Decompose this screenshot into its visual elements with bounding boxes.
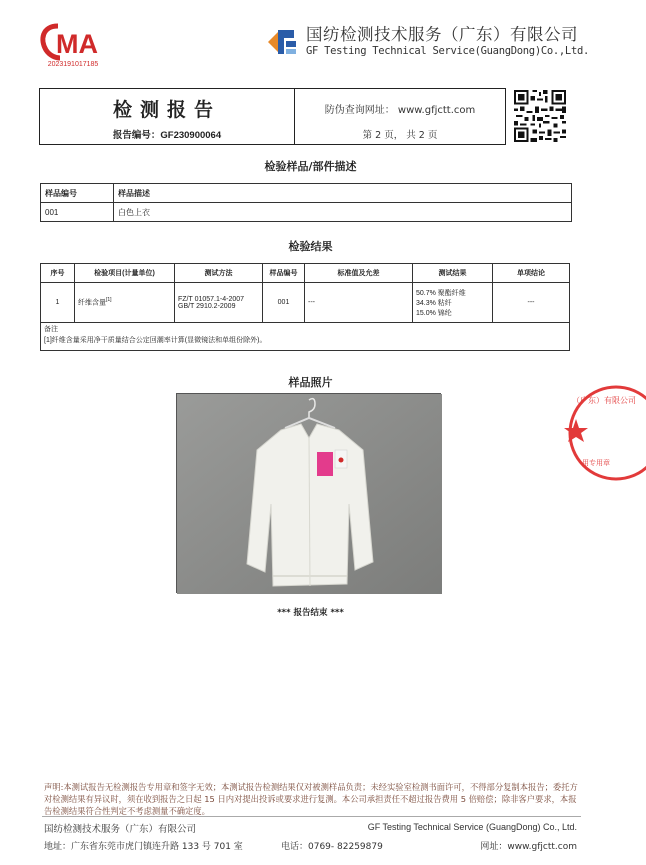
- method-line-2: GB/T 2910.2-2009: [178, 302, 236, 310]
- cell-sample-no: 001: [263, 283, 305, 323]
- footer-address: 地址：广东省东莞市虎门镇连升路 133 号 701 室: [44, 842, 243, 852]
- cell-result: [413, 283, 493, 323]
- notes-box: [40, 322, 570, 351]
- gf-company-logo-icon: [264, 24, 300, 60]
- company-seal-icon: [566, 383, 646, 483]
- verify-url: 防伪查询网址： www.gfjctt.com: [324, 105, 476, 116]
- cell-sample-no: 001: [41, 203, 114, 222]
- header-cell-conclusion: 单项结论: [493, 264, 570, 283]
- result-section-title: 检验结果: [288, 240, 333, 253]
- company-name-cn: 国纺检测技术服务（广东）有限公司: [306, 25, 578, 44]
- footer-company-en: GF Testing Technical Service (GuangDong) Co., Ltd.: [367, 822, 577, 832]
- sample-photo: [176, 393, 441, 593]
- method-line-1: FZ/T 01057.1-4-2007: [178, 295, 245, 303]
- item-footnote-ref: [1]: [106, 297, 112, 304]
- cell-standard: ---: [305, 283, 413, 323]
- company-name-en: GF Testing Technical Service(GuangDong)Co.,Ltd.: [306, 45, 590, 57]
- result-line-2: 34.3% 粘纤: [416, 299, 452, 307]
- result-line-1: 50.7% 聚酯纤维: [416, 289, 466, 297]
- disclaimer-text: 声明:本测试报告无检测报告专用章和签字无效；本测试报告检测结果仅对被测样品负责；未经实验室检测书面许可，不得部分复制本报告；委托方对检测结果有异议时，须在收到报告之日起 15 日内对提出投诉或要求进行复测。本公司承担责任不超过报告费用 5 倍赔偿；除非客户要求，本报告检测结果符合性判定不考虑测量不确定度。: [44, 782, 578, 816]
- page-info: 第 2 页， 共 2 页: [362, 130, 438, 141]
- cell-item: [75, 283, 175, 323]
- qr-code-icon: [514, 90, 566, 142]
- cell-index: 1: [41, 283, 75, 323]
- header-cell-sample-no: 样品编号: [41, 184, 114, 203]
- title-right-cell: [295, 89, 505, 144]
- report-title: 检测报告: [112, 99, 221, 121]
- result-line-3: 15.0% 锦纶: [416, 309, 452, 317]
- header-cell-item: 检验项目(计量单位): [75, 264, 175, 283]
- ma-certificate-code: 2023191017185: [47, 61, 99, 68]
- photo-section-title: 样品照片: [288, 376, 333, 389]
- footer-divider: [42, 816, 581, 817]
- cell-sample-desc: 白色上衣: [114, 203, 572, 222]
- notes-label: 备注: [44, 326, 58, 333]
- header-cell-method: 测试方法: [175, 264, 263, 283]
- header-cell-result: 测试结果: [413, 264, 493, 283]
- table-row: [41, 203, 572, 222]
- header-cell-sample-no: 样品编号: [263, 264, 305, 283]
- cell-conclusion: ---: [493, 283, 570, 323]
- report-title-box: [39, 88, 506, 145]
- seal-text-2: 用专用章: [582, 459, 610, 467]
- footer-website: 网址：www.gfjctt.com: [480, 842, 577, 852]
- report-end-text: *** 报告结束 ***: [277, 608, 344, 618]
- notes-text: [1]纤维含量采用净干质量结合公定回潮率计算(显微镜法和单组份除外)。: [44, 337, 267, 344]
- seal-text-1: （广东）有限公司: [572, 396, 636, 405]
- report-number: 报告编号：GF230900064: [112, 130, 222, 141]
- sample-table: [40, 183, 572, 222]
- svg-text:MA: MA: [56, 29, 98, 59]
- header-cell-sample-desc: 样品描述: [114, 184, 572, 203]
- result-table: [40, 263, 570, 323]
- table-header-row: [41, 264, 570, 283]
- table-row: [41, 283, 570, 323]
- header-cell-standard: 标准值及允差: [305, 264, 413, 283]
- item-text: 纤维含量: [78, 299, 106, 307]
- title-left-cell: [40, 89, 295, 144]
- table-header-row: [41, 184, 572, 203]
- cell-method: [175, 283, 263, 323]
- garment-photo-image: [177, 394, 442, 594]
- footer-phone: 电话：0769- 82259879: [281, 842, 383, 852]
- header-cell-index: 序号: [41, 264, 75, 283]
- sample-section-title: 检验样品/部件描述: [264, 160, 357, 173]
- footer-company-cn: 国纺检测技术服务（广东）有限公司: [44, 824, 197, 835]
